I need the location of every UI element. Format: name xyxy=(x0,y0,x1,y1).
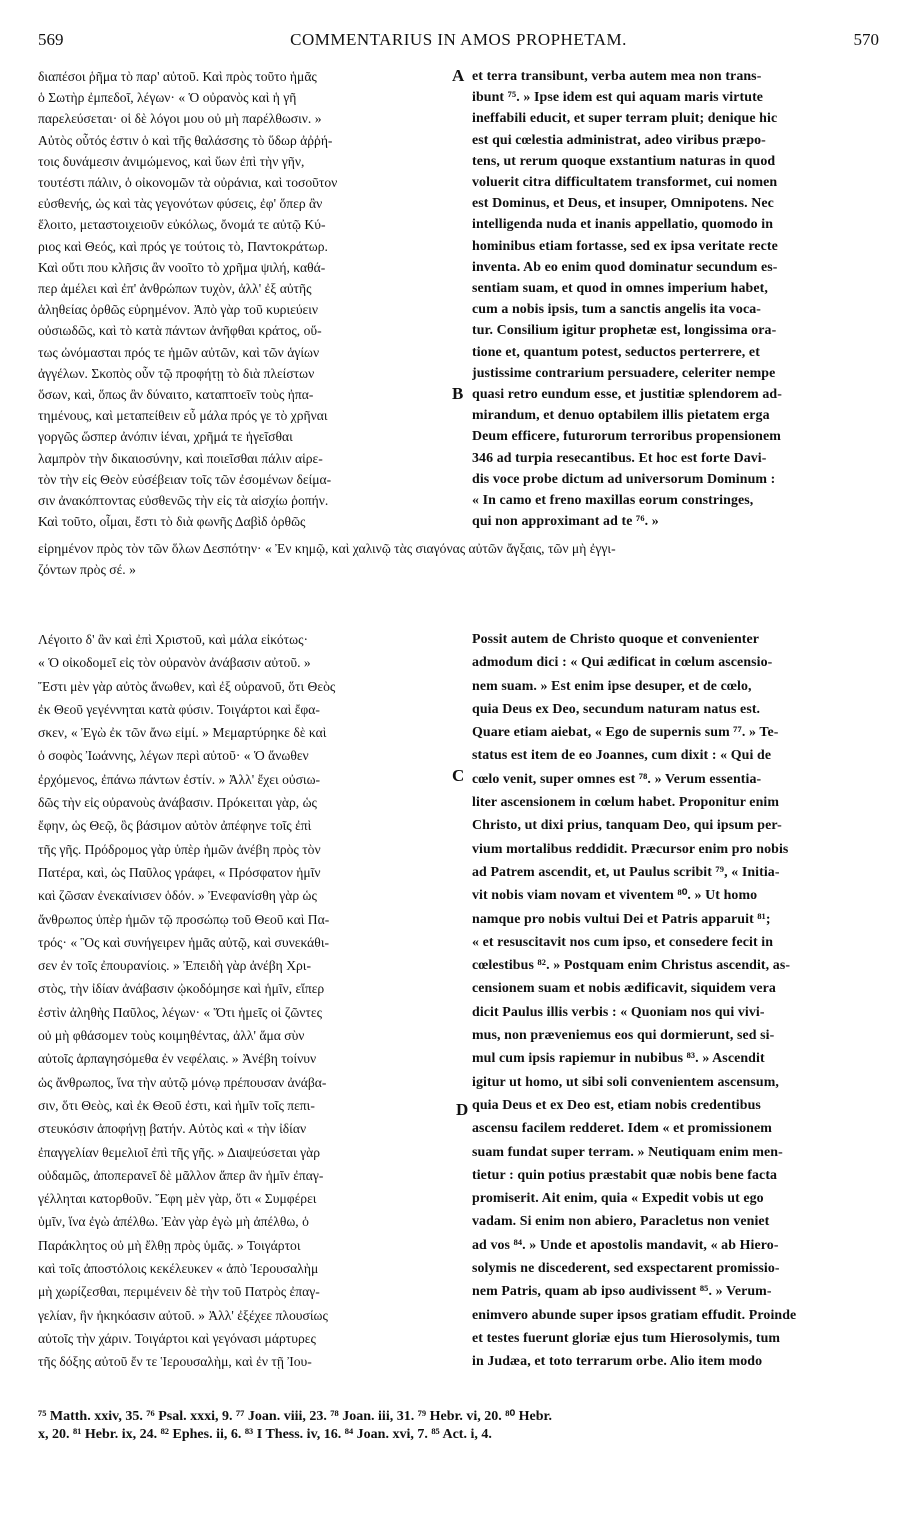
greek-line: ἐκ Θεοῦ γεγέννηται κατὰ φύσιν. Τοιγάρτοι καὶ ἔφα- xyxy=(38,701,320,717)
greek-line: οὐδαμῶς, ἀποπερανεῖ δὲ μᾶλλον ἅπερ ἂν ἡμῖν ἐπαγ- xyxy=(38,1167,324,1183)
greek-line: ἔφην, ὡς Θεῷ, ὃς βάσιμον αὐτὸν ἀπέφηνε τοῖς ἐπὶ xyxy=(38,818,312,834)
footnotes xyxy=(38,1408,879,1444)
latin-line: sentiam suam, et quod in omnes imperium habet, xyxy=(472,281,768,297)
greek-line: Ἔστι μὲν γὰρ αὐτὸς ἄνωθεν, καὶ ἐξ οὐρανοῦ, ὅτι Θεὸς xyxy=(38,678,336,694)
greek-line: ὑμῖν, ἵνα ἐγὼ ἀπέλθω. Ἐὰν γὰρ ἐγὼ μὴ ἀπέλθω, ὁ xyxy=(38,1214,309,1230)
greek-line: στευκόσιν ἀποφήνῃ βατήν. Αὐτὸς καὶ « τὴν ἰδίαν xyxy=(38,1121,307,1137)
latin-line: est Dominus, et Deus, et insuper, Omnipotens. Nec xyxy=(472,196,774,212)
quotation-line: ζόντων πρὸς σέ. » xyxy=(38,562,136,577)
greek-line: Πατέρα, καὶ, ὡς Παῦλος γράφει, « Πρόσφατον ἡμῖν xyxy=(38,864,321,880)
greek-line: τῆς δόξης αὐτοῦ ἔν τε Ἱερουσαλὴμ, καὶ ἐν τῇ Ἰου- xyxy=(38,1354,312,1370)
latin-line: ibunt ⁷⁵. » Ipse idem est qui aquam maris virtute xyxy=(472,90,764,106)
latin-line: hominibus etiam fortasse, sed ex ipsa veritate recte xyxy=(472,238,778,254)
greek-line: γελίαν, ἣν ἠκηκόασιν αὐτοῦ. » Ἀλλ' ἐξέχεε πλουσίως xyxy=(38,1307,328,1323)
latin-line: « In camo et freno maxillas eorum constringes, xyxy=(472,493,754,509)
greek-line: τως ὠνόμασται πρός τε ἡμῶν αὐτῶν, καὶ τῶν ἁγίων xyxy=(38,344,320,360)
latin-line: vit nobis viam novam et viventem ⁸⁰. » Ut homo xyxy=(472,888,758,904)
running-header xyxy=(38,30,879,56)
latin-line: suam fundat super terram. » Neutiquam enim men- xyxy=(472,1144,783,1160)
greek-line: γέλληται κατορθοῦν. Ἔφη μὲν γὰρ, ὅτι « Συμφέρει xyxy=(38,1191,317,1207)
latin-line: in Judæa, et toto terrarum orbe. Alio item modo xyxy=(472,1354,763,1370)
latin-line: nem Patris, quam ab ipso audivissent ⁸⁵. » Verum- xyxy=(472,1284,772,1300)
greek-line: « Ὁ οἰκοδομεῖ εἰς τὸν οὐρανὸν ἀνάβασιν αὐτοῦ. » xyxy=(38,655,311,671)
greek-line: Καὶ οὔτι που κλῆσις ἂν νοοῖτο τὸ χρῆμα ψιλή, καθά- xyxy=(38,259,326,275)
greek-line: οὐσιωδῶς, καὶ τὸ κατὰ πάντων ἀνῆφθαι κράτος, οὕ- xyxy=(38,323,322,339)
quotation-line: εἰρημένον πρὸς τὸν τῶν ὅλων Δεσπότην· « Ἐν κημῷ, καὶ χαλινῷ τὰς σιαγόνας αὐτῶν ἄγξαις, τῶν μὴ ἐγγι- xyxy=(38,541,616,556)
latin-line: solymis ne discederent, sed exspectarent promissio- xyxy=(472,1261,780,1277)
greek-line: σκεν, « Ἐγὼ ἐκ τῶν ἄνω εἰμί. » Μεμαρτύρηκε δὲ καὶ xyxy=(38,725,327,741)
footnote-line: ⁷⁵ Matth. xxiv, 35. ⁷⁶ Psal. xxxi, 9. ⁷⁷ Joan. viii, 23. ⁷⁸ Joan. iii, 31. ⁷⁹ Hebr. vi, 20. ⁸⁰ Hebr. xyxy=(38,1409,552,1424)
latin-line: inventa. Ab eo enim quod dominatur secundum es- xyxy=(472,259,778,275)
greek-line: διαπέσοι ῥῆμα τὸ παρ' αὐτοῦ. Καὶ πρὸς τοῦτο ἡμᾶς xyxy=(38,69,317,84)
greek-line: καὶ ζῶσαν ἐνεκαίνισεν ὁδόν. » Ἐνεφανίσθη γὰρ ὡς xyxy=(38,888,317,904)
section-marker-c: C xyxy=(452,766,465,785)
greek-line: καὶ τοῖς ἀποστόλοις κεκέλευκεν « ἀπὸ Ἱερουσαλὴμ xyxy=(38,1261,319,1277)
latin-line: qui non approximant ad te ⁷⁶. » xyxy=(472,514,659,530)
greek-line: ἀγγέλων. Σκοπὸς οὖν τῷ προφήτῃ τὸ διὰ πλείστων xyxy=(38,365,315,381)
latin-line: et terra transibunt, verba autem mea non trans- xyxy=(472,69,762,84)
latin-line: Quare etiam aiebat, « Ego de supernis sum ⁷⁷. » Te- xyxy=(472,725,779,741)
latin-line: vadam. Si enim non abiero, Paracletus non veniet xyxy=(472,1214,770,1230)
greek-line: περ ἀμέλει καὶ ἐπ' ἀνθρώπων τυχὸν, ἀλλ' ἐξ αὐτῆς xyxy=(38,281,312,297)
latin-line: mus, non præveniemus eos qui dormierunt, sed si- xyxy=(472,1028,775,1044)
section-marker-b: B xyxy=(452,384,464,403)
latin-line: status est item de eo Joannes, cum dixit : « Qui de xyxy=(472,748,772,764)
latin-line: admodum dici : « Qui ædificat in cœlum ascensio- xyxy=(472,655,773,671)
page-title: COMMENTARIUS IN AMOS PROPHETAM. xyxy=(290,30,627,49)
latin-line: enimvero abunde super ipsos gratiam effudit. Proinde xyxy=(472,1307,797,1323)
latin-line: intelligenda nuda et inanis appellatio, quomodo in xyxy=(472,217,774,233)
greek-line: ὡς ἄνθρωπος, ἵνα τὴν αὐτῷ μόνῳ πρέπουσαν ἀνάβα- xyxy=(38,1074,327,1090)
greek-line: ἐπαγγελίαν θεμελιοῖ ἐπὶ τῆς γῆς. » Διαψεύσεται γὰρ xyxy=(38,1144,321,1160)
greek-line: ὅσων, καὶ, ὅπως ἂν δύναιτο, καταπτοεῖν τοὺς ἠπα- xyxy=(38,387,314,403)
greek-line: οὐ μὴ φθάσομεν τοὺς κοιμηθέντας, ἀλλ' ἅμα σὺν xyxy=(38,1028,305,1044)
greek-line: εὐσθενής, ὡς καὶ τὰς γεγονότων φύσεις, ἐφ' ὅπερ ἂν xyxy=(38,196,323,212)
latin-line: cum a nobis ipsis, tum a sanctis angelis ita voca- xyxy=(472,302,762,318)
greek-line: ἄνθρωπος ὑπὲρ ἡμῶν τῷ προσώπῳ τοῦ Θεοῦ καὶ Πα- xyxy=(38,911,330,927)
latin-line: quasi retro eundum esse, et justitiæ splendorem ad- xyxy=(472,387,782,403)
greek-line: τοις δυνάμεσιν ἀνιμώμενος, καὶ ὕων ἐπὶ τὴν γῆν, xyxy=(38,153,305,169)
greek-line: αὐτοῖς τὴν χάριν. Τοιγάρτοι καὶ γεγόνασι μάρτυρες xyxy=(38,1330,316,1346)
latin-line: cœlestibus ⁸². » Postquam enim Christus ascendit, as- xyxy=(472,958,791,974)
latin-line: promiserit. Ait enim, quia « Expedit vobis ut ego xyxy=(472,1191,764,1207)
latin-line: est qui cœlestia administrat, adeo viribus præpo- xyxy=(472,132,766,148)
footnote-line: x, 20. ⁸¹ Hebr. ix, 24. ⁸² Ephes. ii, 6. ⁸³ I Thess. iv, 16. ⁸⁴ Joan. xvi, 7. ⁸⁵ Act. i, 4. xyxy=(38,1427,492,1442)
greek-column-top xyxy=(38,66,450,532)
greek-line: Λέγοιτο δ' ἂν καὶ ἐπὶ Χριστοῦ, καὶ μάλα εἰκότως· xyxy=(38,632,308,647)
latin-line: cœlo venit, super omnes est ⁷⁸. » Verum essentia- xyxy=(472,771,762,787)
greek-line: ἐρχόμενος, ἐπάνω πάντων ἐστίν. » Ἀλλ' ἔχει οὐσιω- xyxy=(38,771,321,787)
greek-line: ἐστὶν ἀληθὴς Παῦλος, λέγων· « Ὅτι ἡμεῖς οἱ ζῶντες xyxy=(38,1004,322,1020)
latin-line: ad Patrem ascendit, et, ut Paulus scribit ⁷⁹, « Initia- xyxy=(472,864,780,880)
latin-line: censionem suam et nobis ædificavit, siquidem vera xyxy=(472,981,776,997)
latin-column-top xyxy=(472,66,880,532)
greek-line: στὸς, τὴν ἰδίαν ἀνάβασιν ᾠκοδόμησε καὶ ἡμῖν, εἴπερ xyxy=(38,981,325,997)
latin-line: tione et, quantum potest, seductos perterrere, et xyxy=(472,344,760,360)
latin-line: quia Deus et ex Deo est, etiam nobis credentibus xyxy=(472,1097,761,1113)
latin-line: nem suam. » Est enim ipse desuper, et de cœlo, xyxy=(472,678,752,694)
latin-line: voluerit citra difficultatem transformet, cui nomen xyxy=(472,175,778,191)
greek-line: παρελεύσεται· οἱ δὲ λόγοι μου οὐ μὴ παρέλθωσιν. » xyxy=(38,111,322,127)
page-number-right: 570 xyxy=(853,30,879,49)
page-number-left: 569 xyxy=(38,30,64,49)
latin-line: Deum efficere, futurorum terroribus propensionem xyxy=(472,429,781,445)
full-width-quotation xyxy=(38,538,880,580)
greek-line: ὁ Σωτὴρ ἐμπεδοῖ, λέγων· « Ὁ οὐρανὸς καὶ ἡ γῆ xyxy=(38,90,297,106)
greek-line: γοργῶς ὥσπερ ἀνόπιν ἰέναι, χρῆμά τε ἡγεῖσθαι xyxy=(38,429,293,445)
latin-line: Possit autem de Christo quoque et convenienter xyxy=(472,632,760,647)
latin-line: dis voce probe dictum ad universorum Dominum : xyxy=(472,471,776,487)
latin-line: « et resuscitavit nos cum ipso, et consedere fecit in xyxy=(472,934,774,950)
greek-line: ἀληθείας ὀρθῶς εὑρημένον. Ἀπὸ γὰρ τοῦ κυριεύειν xyxy=(38,302,319,318)
section-marker-d: D xyxy=(456,1100,469,1119)
latin-column-bottom xyxy=(472,628,880,1374)
latin-line: ineffabili educit, et super terram pluit; denique hic xyxy=(472,111,778,127)
latin-line: mul cum ipsis rapiemur in nubibus ⁸³. » Ascendit xyxy=(472,1051,765,1067)
greek-line: αὐτοῖς ἁρπαγησόμεθα ἐν νεφέλαις. » Ἀνέβη τοίνυν xyxy=(38,1051,317,1067)
latin-line: ad vos ⁸⁴. » Unde et apostolis mandavit, « ab Hiero- xyxy=(472,1237,779,1253)
latin-line: Christo, ut dixi prius, tanquam Deo, qui ipsum per- xyxy=(472,818,782,834)
latin-line: vium mortalibus reddidit. Præcursor enim pro nobis xyxy=(472,841,789,857)
greek-line: τημένους, καὶ μεταπείθειν εὖ μάλα πρός γε τὸ χρῆναι xyxy=(38,408,328,424)
greek-line: σιν, ὅτι Θεὸς, καὶ ἐκ Θεοῦ ἐστι, καὶ ἡμῖν τοῖς πεπι- xyxy=(38,1097,315,1113)
latin-line: justissime contrarium persuadere, celeriter nempe xyxy=(472,365,776,381)
section-marker-a: A xyxy=(452,66,465,85)
latin-line: ascensu facilem redderet. Idem « et promissionem xyxy=(472,1121,772,1137)
latin-line: 346 ad turpia resecantibus. Et hoc est forte Davi- xyxy=(472,450,767,466)
latin-line: tens, ut rerum quoque exstantium naturas in quod xyxy=(472,153,776,169)
greek-line: ριος καὶ Θεός, καὶ πρός γε τούτοις τὸ, Παντοκράτωρ. xyxy=(38,238,328,254)
greek-line: τὸν τὴν εἰς Θεὸν εὐσέβειαν τοῖς τῶν ἐσομένων δείμα- xyxy=(38,471,332,487)
greek-line: σεν ἐν τοῖς ἐπουρανίοις. » Ἐπειδὴ γὰρ ἀνέβη Χρι- xyxy=(38,958,311,974)
latin-line: tur. Consilium igitur prophetæ est, longissima ora- xyxy=(472,323,777,339)
greek-line: τῆς γῆς. Πρόδρομος γὰρ ὑπὲρ ἡμῶν ἀνέβη πρὸς τὸν xyxy=(38,841,321,857)
latin-line: dicit Paulus illis verbis : « Quoniam nos qui vivi- xyxy=(472,1004,765,1020)
greek-line: ἕλοιτο, μεταστοιχειοῦν εὐκόλως, ὄνομά τε αὐτῷ Κύ- xyxy=(38,217,326,233)
latin-line: tietur : quin potius præstabit quæ nobis bene facta xyxy=(472,1167,778,1183)
latin-line: et testes fuerunt gloriæ ejus tum Hierosolymis, tum xyxy=(472,1330,781,1346)
greek-line: τρός· « Ὃς καὶ συνήγειρεν ἡμᾶς αὐτῷ, καὶ συνεκάθι- xyxy=(38,934,329,950)
greek-line: δῶς τὴν εἰς οὐρανοὺς ἀνάβασιν. Πρόκειται γὰρ, ὡς xyxy=(38,795,317,811)
latin-line: mirandum, et denuo optabilem illis pietatem erga xyxy=(472,408,770,424)
latin-line: quia Deus ex Deo, secundum naturam natus est. xyxy=(472,701,761,717)
latin-line: igitur ut homo, ut sibi soli convenientem ascensum, xyxy=(472,1074,779,1090)
greek-line: Παράκλητος οὐ μὴ ἔλθῃ πρὸς ὑμᾶς. » Τοιγάρτοι xyxy=(38,1237,301,1253)
latin-line: namque pro nobis vultui Dei et Patris apparuit ⁸¹; xyxy=(472,911,771,927)
greek-line: ὁ σοφὸς Ἰωάννης, λέγων περὶ αὐτοῦ· « Ὁ ἄνωθεν xyxy=(38,748,309,764)
greek-line: σιν ἀνακόπτοντας εὐσθενῶς τὴν εἰς τὰ αἰσχίω ῥοπήν. xyxy=(38,493,329,509)
greek-line: λαμπρὸν τὴν δικαιοσύνην, καὶ ποιεῖσθαι πάλιν αἱρε- xyxy=(38,450,323,466)
greek-line: Καὶ τοῦτο, οἶμαι, ἔστι τὸ διὰ φωνῆς Δαβὶδ ὀρθῶς xyxy=(38,514,306,530)
greek-line: τουτέστι πάλιν, ὁ οἰκονομῶν τὰ οὐράνια, καὶ τοσοῦτον xyxy=(38,175,338,191)
greek-column-bottom xyxy=(38,628,450,1374)
latin-line: liter ascensionem in cœlum habet. Proponitur enim xyxy=(472,795,780,811)
greek-line: Αὐτὸς οὗτός ἐστιν ὁ καὶ τῆς θαλάσσης τὸ ὕδωρ ἀῤῥή- xyxy=(38,132,333,148)
greek-line: μὴ χωρίζεσθαι, περιμένειν δὲ τὴν τοῦ Πατρὸς ἐπαγ- xyxy=(38,1284,320,1300)
